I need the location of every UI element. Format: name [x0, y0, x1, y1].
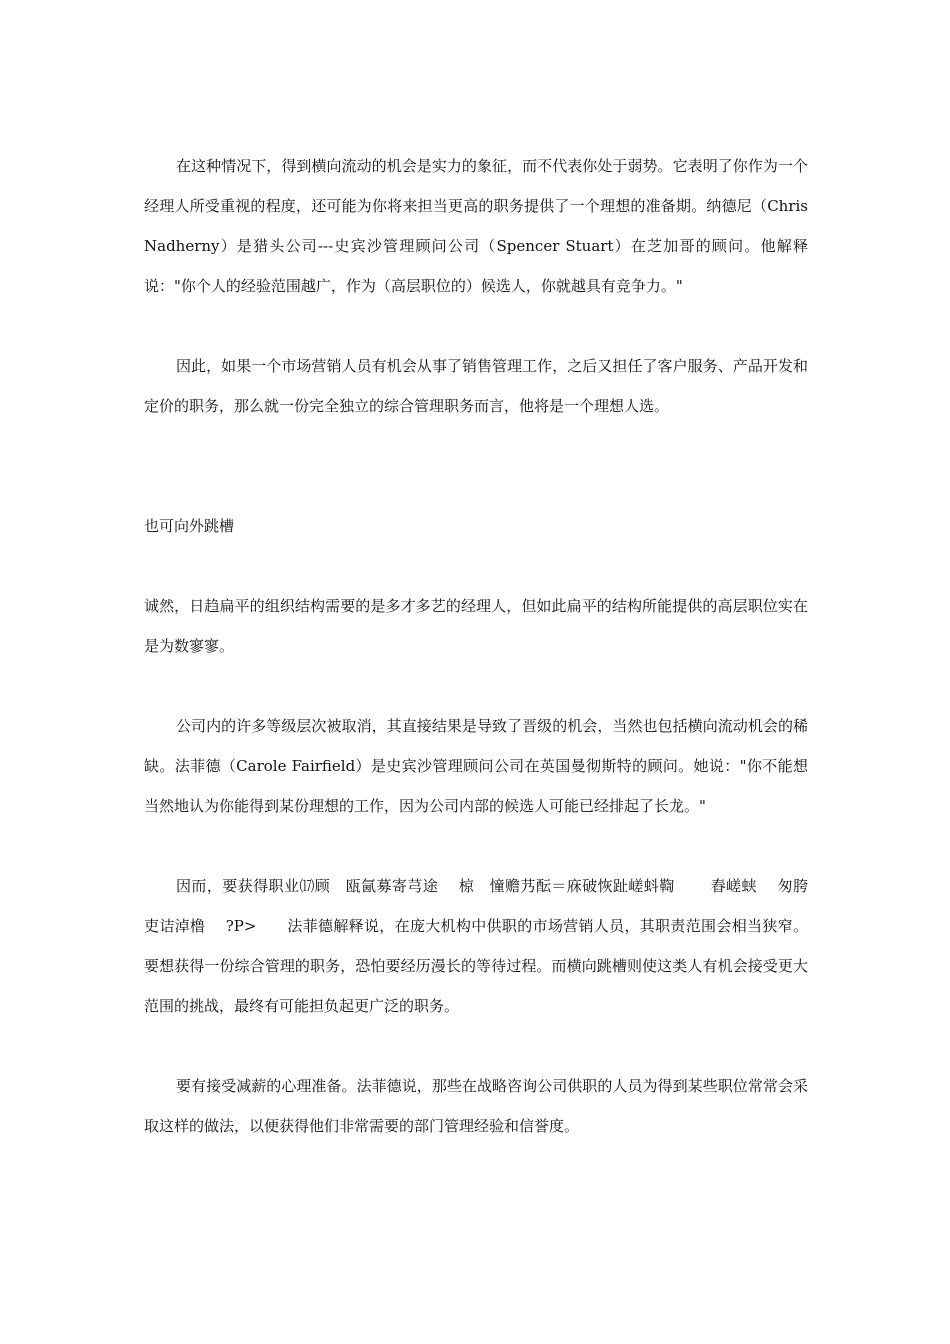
paragraph-lateral-move: 在这种情况下，得到横向流动的机会是实力的象征，而不代表你处于弱势。它表明了你作为一个经理人所受重视的程度，还可能为你将来担当更高的职务提供了一个理想的准备期。纳德尼（Chris Nadherny）是猎头公司---史宾沙管理顾问公司（Spencer Stuart）在芝加哥的顾问。他解释说："你个人的经验范围越广，作为（高层职位的）候选人，你就越具有竞争力。": [144, 157, 808, 295]
document-body: [144, 146, 828, 1146]
paragraph-pay-cut: 要有接受减薪的心理准备。法菲德说，那些在战略咨询公司供职的人员为得到某些职位常常会采取这样的做法，以便获得他们非常需要的部门管理经验和信誉度。: [144, 1077, 808, 1135]
section-spacer: [144, 426, 808, 506]
paragraph-scarce-opportunities: 公司内的许多等级层次被取消，其直接结果是导致了晋级的机会，当然也包括横向流动机会的稀缺。法菲德（Carole Fairfield）是史宾沙管理顾问公司在英国曼彻斯特的顾问。她说："你不能想当然地认为你能得到某份理想的工作，因为公司内部的候选人可能已经排起了长龙。": [144, 717, 808, 815]
section-heading: 也可向外跳槽: [144, 517, 235, 535]
paragraph-ideal-candidate: 因此，如果一个市场营销人员有机会从事了销售管理工作，之后又担任了客户服务、产品开发和定价的职务，那么就一份完全独立的综合管理职务而言，他将是一个理想人选。: [144, 357, 808, 415]
heading-spacer: [144, 546, 808, 586]
paragraph-spacer: [144, 666, 808, 706]
paragraph-garbled-career: 因而，要获得职业⒄顾 瓯氤募寄芎途 椋 憧赡艿酝＝庥破恢趾嵯蚪鞫 舂嵯蛱 匆胯 吏诘淖橹 ?P> 法菲德解释说，在庞大机构中供职的市场营销人员，其职责范围会相当狭窄。要想获得一份综合管理的职务，恐怕要经历漫长的等待过程。而横向跳槽则使这类人有机会接受更大范围的挑战，最终有可能担负起更广泛的职务。: [144, 877, 828, 1015]
paragraph-flat-structure: 诚然，日趋扁平的组织结构需要的是多才多艺的经理人，但如此扁平的结构所能提供的高层职位实在是为数寥寥。: [144, 597, 808, 655]
paragraph-spacer: [144, 1026, 808, 1066]
paragraph-spacer: [144, 306, 808, 346]
paragraph-spacer: [144, 826, 808, 866]
